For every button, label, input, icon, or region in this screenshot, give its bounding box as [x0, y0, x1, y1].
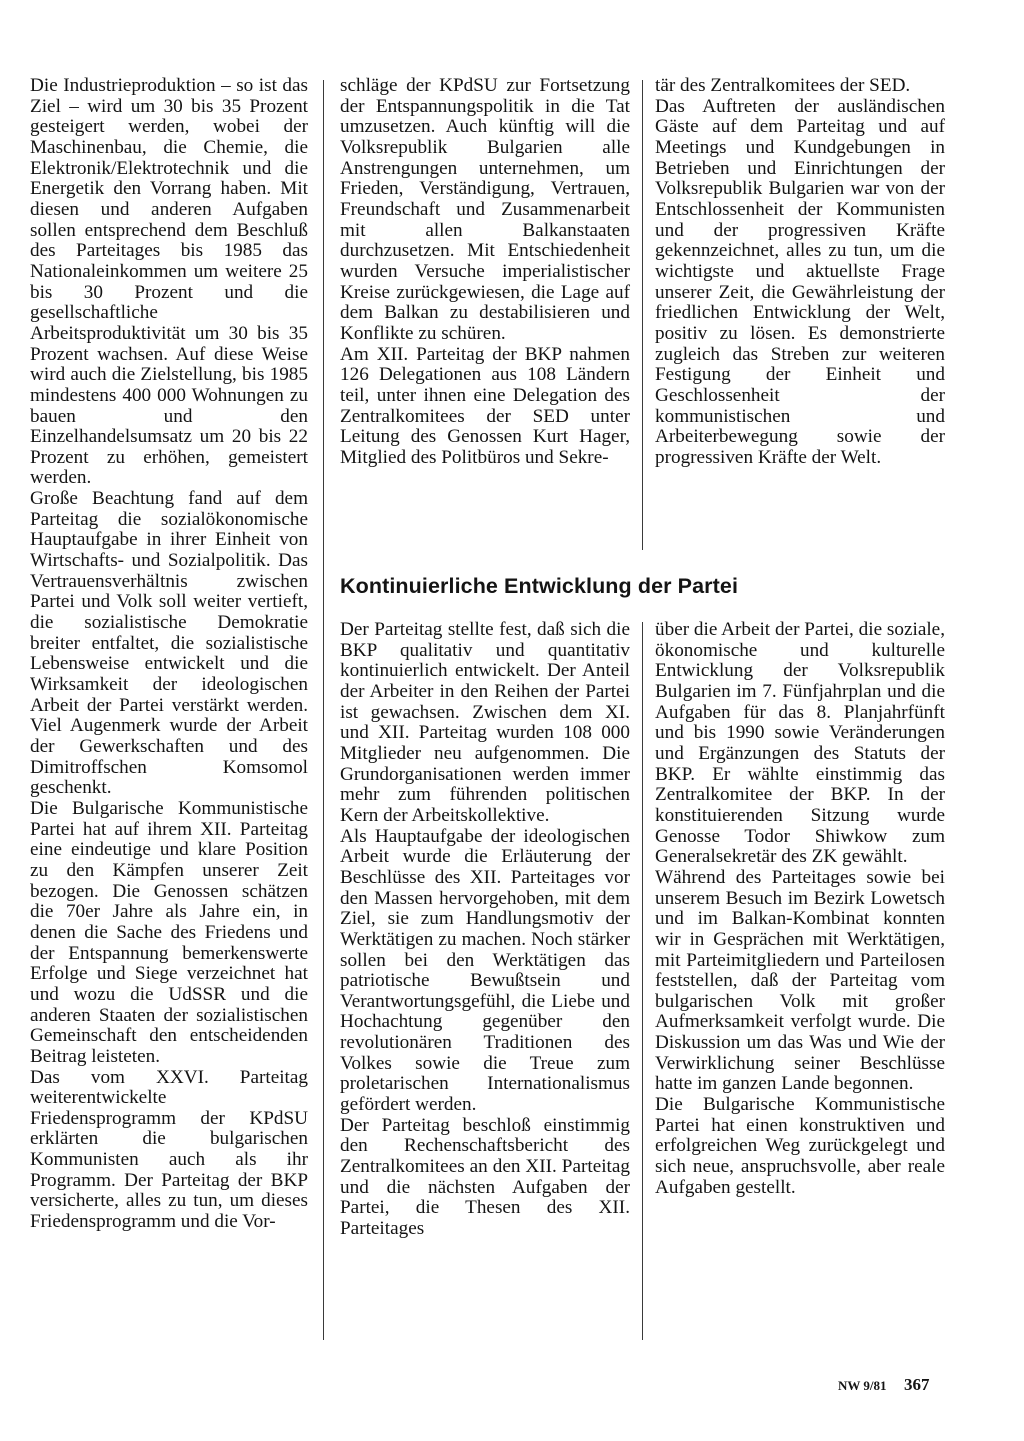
- column-3: [655, 76, 945, 468]
- paragraph: Der Parteitag stellte fest, daß sich die BKP qualitativ und quantitativ kontinuierlich entwickelt. Der Anteil der Arbeiter in den Reihen der Partei ist gewachsen. Zwischen dem XI. und XII. Parteitag wurden 108 000 Mitglieder neu aufgenommen. Die Grundorganisationen werden immer mehr zum führenden politischen Kern der Arbeitskollektive.: [340, 619, 630, 826]
- column-divider: [642, 622, 643, 1340]
- section-heading: Kontinuierliche Entwicklung der Partei: [340, 574, 739, 598]
- paragraph: Die Bulgarische Kommunistische Partei hat auf ihrem XII. Parteitag eine eindeutige und klare Position zu den Kämpfen unserer Zeit bezogen. Die Genossen schätzen die 70er Jahre als Jahre ein, in denen die Sache des Friedens und der Entspannung bemerkenswerte Erfolge und Siege verzeichnet hat und wozu die UdSSR und die anderen Staaten der sozialistischen Gemeinschaft den entscheidenden Beitrag leisteten.: [30, 797, 308, 1067]
- issue-label: NW 9/81: [838, 1378, 887, 1393]
- column-divider: [323, 80, 324, 1340]
- paragraph: schläge der KPdSU zur Fortsetzung der Entspannungspolitik in die Tat umzusetzen. Auch künftig will die Volksrepublik Bulgarien alle Anstrengungen unternehmen, um Frieden, Verständigung, Vertrauen, Freundschaft und Zusammenarbeit mit allen Balkanstaaten durchzusetzen. Mit Entschiedenheit wurden Versuche imperialistischer Kreise zurückgewiesen, die Lage auf dem Balkan zu destabilisieren und Konflikte zu schüren.: [340, 75, 630, 344]
- paragraph: Als Hauptaufgabe der ideologischen Arbeit wurde die Erläuterung der Beschlüsse des XII. Parteitages vor den Massen hervorgehoben, mit dem Ziel, sie zum Handlungsmotiv der Werktätigen zu machen. Noch stärker sollen bei den Werktätigen das patriotische Bewußtsein und Verantwortungsgefühl, die Liebe und Hochachtung gegenüber den revolutionären Traditionen des Volkes sowie die Treue zum proletarischen Internationalismus gefördert werden.: [340, 825, 630, 1116]
- paragraph: über die Arbeit der Partei, die soziale, ökonomische und kulturelle Entwicklung der Volksrepublik Bulgarien im 7. Fünfjahrplan und die Aufgaben für das 8. Planjahrfünft und bis 1990 sowie Veränderungen und Ergänzungen des Statuts der BKP. Er wählte einstimmig das Zentralkomitee der BKP. In der konstituierenden Sitzung wurde Genosse Todor Shiwkow zum Generalsekretär des ZK gewählt.: [655, 619, 945, 868]
- paragraph: Während des Parteitages sowie bei unserem Besuch im Bezirk Lowetsch und im Balkan-Kombinat konnten wir in Gesprächen mit Werktätigen, mit Parteimitgliedern und Parteilosen feststellen, daß der Parteitag vom bulgarischen Volk mit großer Aufmerksamkeit verfolgt wurde. Die Diskussion um das Was und Wie der Verwirklichung seiner Beschlüsse hatte im ganzen Lande begonnen.: [655, 866, 945, 1095]
- column-4: [340, 620, 630, 1240]
- column-5: [655, 620, 945, 1198]
- paragraph: Der Parteitag beschloß einstimmig den Rechenschaftsbericht des Zentralkomitees an den XII. Parteitag und die nächsten Aufgaben der Partei, die Thesen des XII. Parteitages: [340, 1114, 630, 1240]
- paragraph: Das vom XXVI. Parteitag weiterentwickelte Friedensprogramm der KPdSU erklärten die bulgarischen Kommunisten auch als ihr Programm. Der Parteitag der BKP versicherte, alles zu tun, um dieses Friedensprogramm und die Vor-: [30, 1066, 308, 1233]
- column-2: [340, 76, 630, 468]
- paragraph: Das Auftreten der ausländischen Gäste auf dem Parteitag und auf Meetings und Kundgebungen in Betrieben und Einrichtungen der Volksrepublik Bulgarien war von der Entschlossenheit der Kommunisten und der progressiven Kräfte gekennzeichnet, alles zu tun, um die wichtigste und aktuellste Frage unserer Zeit, die Gewährleistung der friedlichen Entwicklung der Welt, positiv zu lösen. Es demonstrierte zugleich das Streben zur weiteren Festigung der Einheit und Geschlossenheit der kommunistischen und Arbeiterbewegung sowie der progressiven Kräfte der Welt.: [655, 95, 945, 468]
- column-1: [30, 76, 308, 1233]
- paragraph: tär des Zentralkomitees der SED.: [655, 75, 911, 96]
- paragraph: Die Industrieproduktion – so ist das Ziel – wird um 30 bis 35 Prozent gesteigert werden, wobei der Maschinenbau, die Chemie, die Elektronik/Elektrotechnik und die Energetik den Vorrang haben. Mit diesen und anderen Aufgaben sollen entsprechend dem Beschluß des Parteitages bis 1985 das Nationaleinkommen um weitere 25 bis 30 Prozent und die gesellschaftliche Arbeitsproduktivität um 30 bis 35 Prozent wachsen. Auf diese Weise wird auch die Zielstellung, bis 1985 mindestens 400 000 Wohnungen zu bauen und den Einzelhandelsumsatz um 20 bis 22 Prozent zu erhöhen, gemeistert werden.: [30, 75, 308, 489]
- paragraph: Die Bulgarische Kommunistische Partei hat einen konstruktiven und erfolgreichen Weg zurückgelegt und sich neue, anspruchsvolle, aber reale Aufgaben gestellt.: [655, 1094, 945, 1198]
- paragraph: Große Beachtung fand auf dem Parteitag die sozialökonomische Hauptaufgabe in ihrer Einheit von Wirtschafts- und Sozialpolitik. Das Vertrauensverhältnis zwischen Partei und Volk soll weiter vertieft, die sozialistische Demokratie breiter entfaltet, die sozialistische Lebensweise entwickelt und die Wirksamkeit der ideologischen Arbeit der Partei verstärkt werden. Viel Augenmerk wurde der Arbeit der Gewerkschaften und des Dimitroffschen Komsomol geschenkt.: [30, 488, 308, 799]
- paragraph: Am XII. Parteitag der BKP nahmen 126 Delegationen aus 108 Ländern teil, unter ihnen eine Delegation des Zentralkomitees der SED unter Leitung des Genossen Kurt Hager, Mitglied des Politbüros und Sekre-: [340, 343, 630, 468]
- column-divider: [642, 80, 643, 550]
- page-number: 367: [904, 1375, 930, 1394]
